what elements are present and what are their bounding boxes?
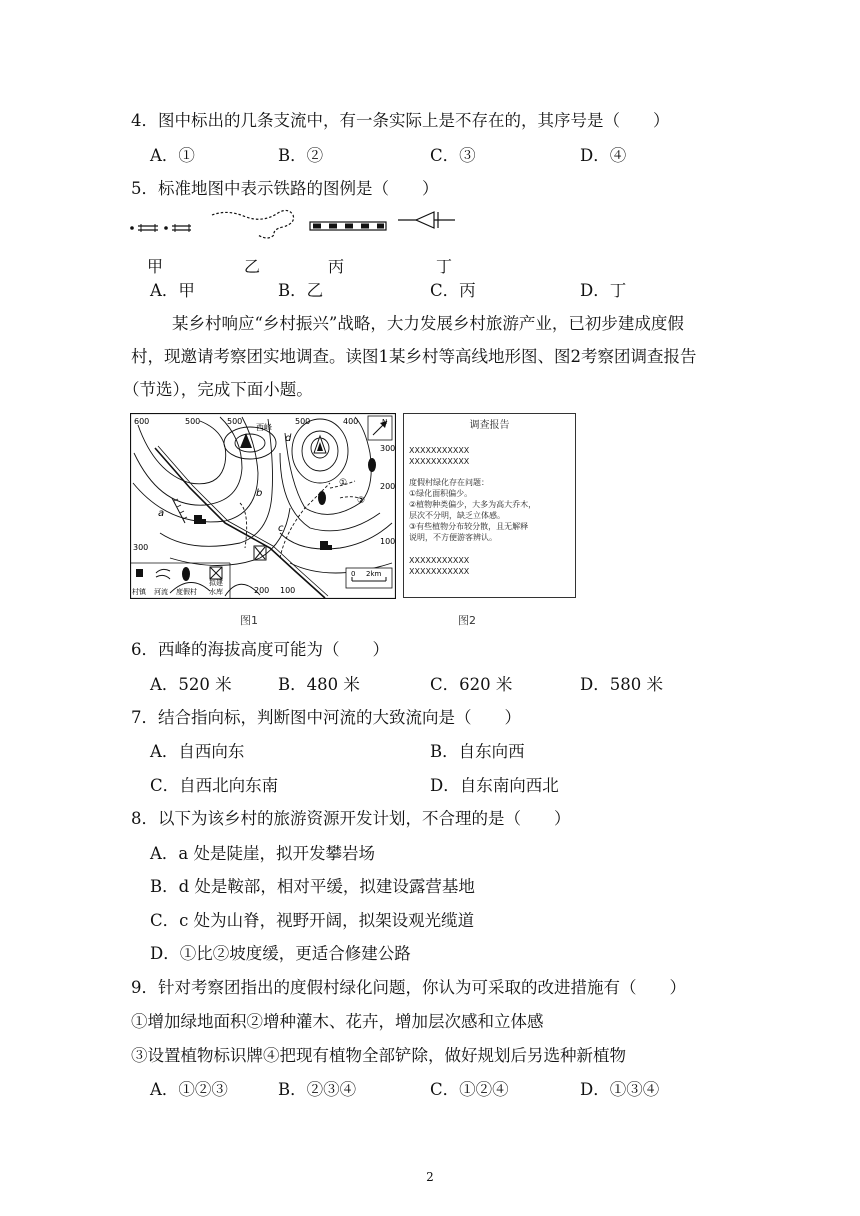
contour-map <box>130 413 396 599</box>
peak-label: 西峰 <box>256 423 272 432</box>
point-label-b: b <box>256 488 263 499</box>
question-9-stem: 9．针对考察团指出的度假村绿化问题，你认为可采取的改进措施有（ ） <box>131 978 686 997</box>
contour-label: 500 <box>295 417 311 426</box>
passage-line-3: （节选），完成下面小题。 <box>123 380 313 399</box>
question-7-option-d: D．自东南向西北 <box>430 776 559 795</box>
report-line: XXXXXXXXXXX <box>409 457 470 466</box>
legend-label-jia: 甲 <box>147 257 164 276</box>
question-4-option-c: C．③ <box>430 146 476 165</box>
question-7-option-a: A．自西向东 <box>150 742 245 761</box>
question-6-option-b: B．480 米 <box>278 675 360 694</box>
question-7-option-b: B．自东向西 <box>430 742 525 761</box>
question-4-stem: 4．图中标出的几条支流中，有一条实际上是不存在的，其序号是（ ） <box>131 111 670 130</box>
question-5-option-c: C．丙 <box>430 281 476 300</box>
contour-label: 600 <box>134 417 150 426</box>
question-8-option-c: C．c 处为山脊，视野开阔，拟架设观光缆道 <box>150 911 475 930</box>
legend-river: 河流 <box>154 588 168 596</box>
map-legend-symbols <box>128 205 468 245</box>
question-9-option-d: D．①③④ <box>580 1080 660 1099</box>
figure-2-caption: 图2 <box>458 614 476 627</box>
contour-label: 500 <box>227 417 243 426</box>
report-line: XXXXXXXXXXX <box>409 556 470 565</box>
legend-label-yi: 乙 <box>244 257 261 276</box>
report-line: ②植物种类偏少，大多为高大乔木， <box>409 500 537 509</box>
contour-label: 500 <box>185 417 201 426</box>
figure-1-caption: 图1 <box>240 614 258 627</box>
question-6-option-d: D．580 米 <box>580 675 663 694</box>
point-label-c: c <box>278 523 284 534</box>
contour-label: 300 <box>380 444 396 453</box>
report-line: ③有些植物分布较分散，且无解释 <box>409 522 529 531</box>
question-8-option-a: A．a 处是陡崖，拟开发攀岩场 <box>150 844 375 863</box>
symbol-jia <box>130 224 191 232</box>
report-line: 度假村绿化存在问题： <box>409 478 489 487</box>
report-line: 层次不分明，缺乏立体感。 <box>409 511 505 520</box>
legend-proposed: 拟建 <box>209 579 223 587</box>
question-6-option-a: A．520 米 <box>150 675 232 694</box>
question-7-stem: 7．结合指向标，判断图中河流的大致流向是（ ） <box>131 708 521 727</box>
question-4-option-a: A．① <box>150 146 195 165</box>
contour-label: 100 <box>280 586 296 595</box>
question-9-option-c: C．①②④ <box>430 1080 509 1099</box>
legend-village: 村镇 <box>132 588 146 596</box>
contour-label: 100 <box>380 537 396 546</box>
question-8-stem: 8．以下为该乡村的旅游资源开发计划，不合理的是（ ） <box>131 809 571 828</box>
question-9-option-b: B．②③④ <box>278 1080 357 1099</box>
question-9-statement-2: ③设置植物标识牌④把现有植物全部铲除，做好规划后另选种新植物 <box>131 1046 626 1065</box>
question-6-option-c: C．620 米 <box>430 675 513 694</box>
report-line: ①绿化面积偏少。 <box>409 489 473 498</box>
question-4-option-b: B．② <box>278 146 324 165</box>
legend-reservoir: 水库 <box>209 588 223 596</box>
point-label-a: a <box>158 508 165 519</box>
question-5-option-d: D．丁 <box>580 281 627 300</box>
passage-line-1: 某乡村响应“乡村振兴”战略，大力发展乡村旅游产业，已初步建成度假 <box>172 314 684 333</box>
report-line: XXXXXXXXXXX <box>409 567 470 576</box>
scale-label: 2km <box>366 570 382 578</box>
point-label-2: ② <box>357 496 366 506</box>
page-number: 2 <box>426 1170 434 1184</box>
question-9-option-a: A．①②③ <box>150 1080 228 1099</box>
question-5-option-b: B．乙 <box>278 281 324 300</box>
report-title: 调查报告 <box>469 420 510 431</box>
legend-label-ding: 丁 <box>436 257 453 276</box>
svg-text:0: 0 <box>351 570 356 578</box>
contour-label: 200 <box>254 586 270 595</box>
report-line: XXXXXXXXXXX <box>409 446 470 455</box>
symbol-bing <box>310 222 386 230</box>
point-label-d: d <box>285 433 292 444</box>
contour-label: 300 <box>133 543 149 552</box>
contour-label: 400 <box>343 417 359 426</box>
question-9-statement-1: ①增加绿地面积②增种灌木、花卉，增加层次感和立体感 <box>131 1012 544 1031</box>
legend-label-bing: 丙 <box>328 257 345 276</box>
question-8-option-d: D．①比②坡度缓，更适合修建公路 <box>150 944 411 963</box>
contour-label: 200 <box>380 482 396 491</box>
question-8-option-b: B．d 处是鞍部，相对平缓，拟建设露营基地 <box>150 877 475 896</box>
question-4-option-d: D．④ <box>580 146 627 165</box>
question-5-stem: 5．标准地图中表示铁路的图例是（ ） <box>131 179 439 198</box>
investigation-report <box>403 413 576 598</box>
passage-line-2: 村，现邀请考察团实地调查。读图1某乡村等高线地形图、图2考察团调查报告 <box>131 347 697 366</box>
question-6-stem: 6．西峰的海拔高度可能为（ ） <box>131 640 389 659</box>
symbol-yi <box>212 210 294 238</box>
report-line: 说明，不方便游客辨认。 <box>409 533 497 542</box>
question-7-option-c: C．自西北向东南 <box>150 776 279 795</box>
point-label-1: ① <box>339 478 348 488</box>
legend-resort: 度假村 <box>176 588 197 596</box>
question-5-option-a: A．甲 <box>150 281 195 300</box>
north-label: N <box>382 418 388 426</box>
symbol-ding <box>398 212 455 228</box>
